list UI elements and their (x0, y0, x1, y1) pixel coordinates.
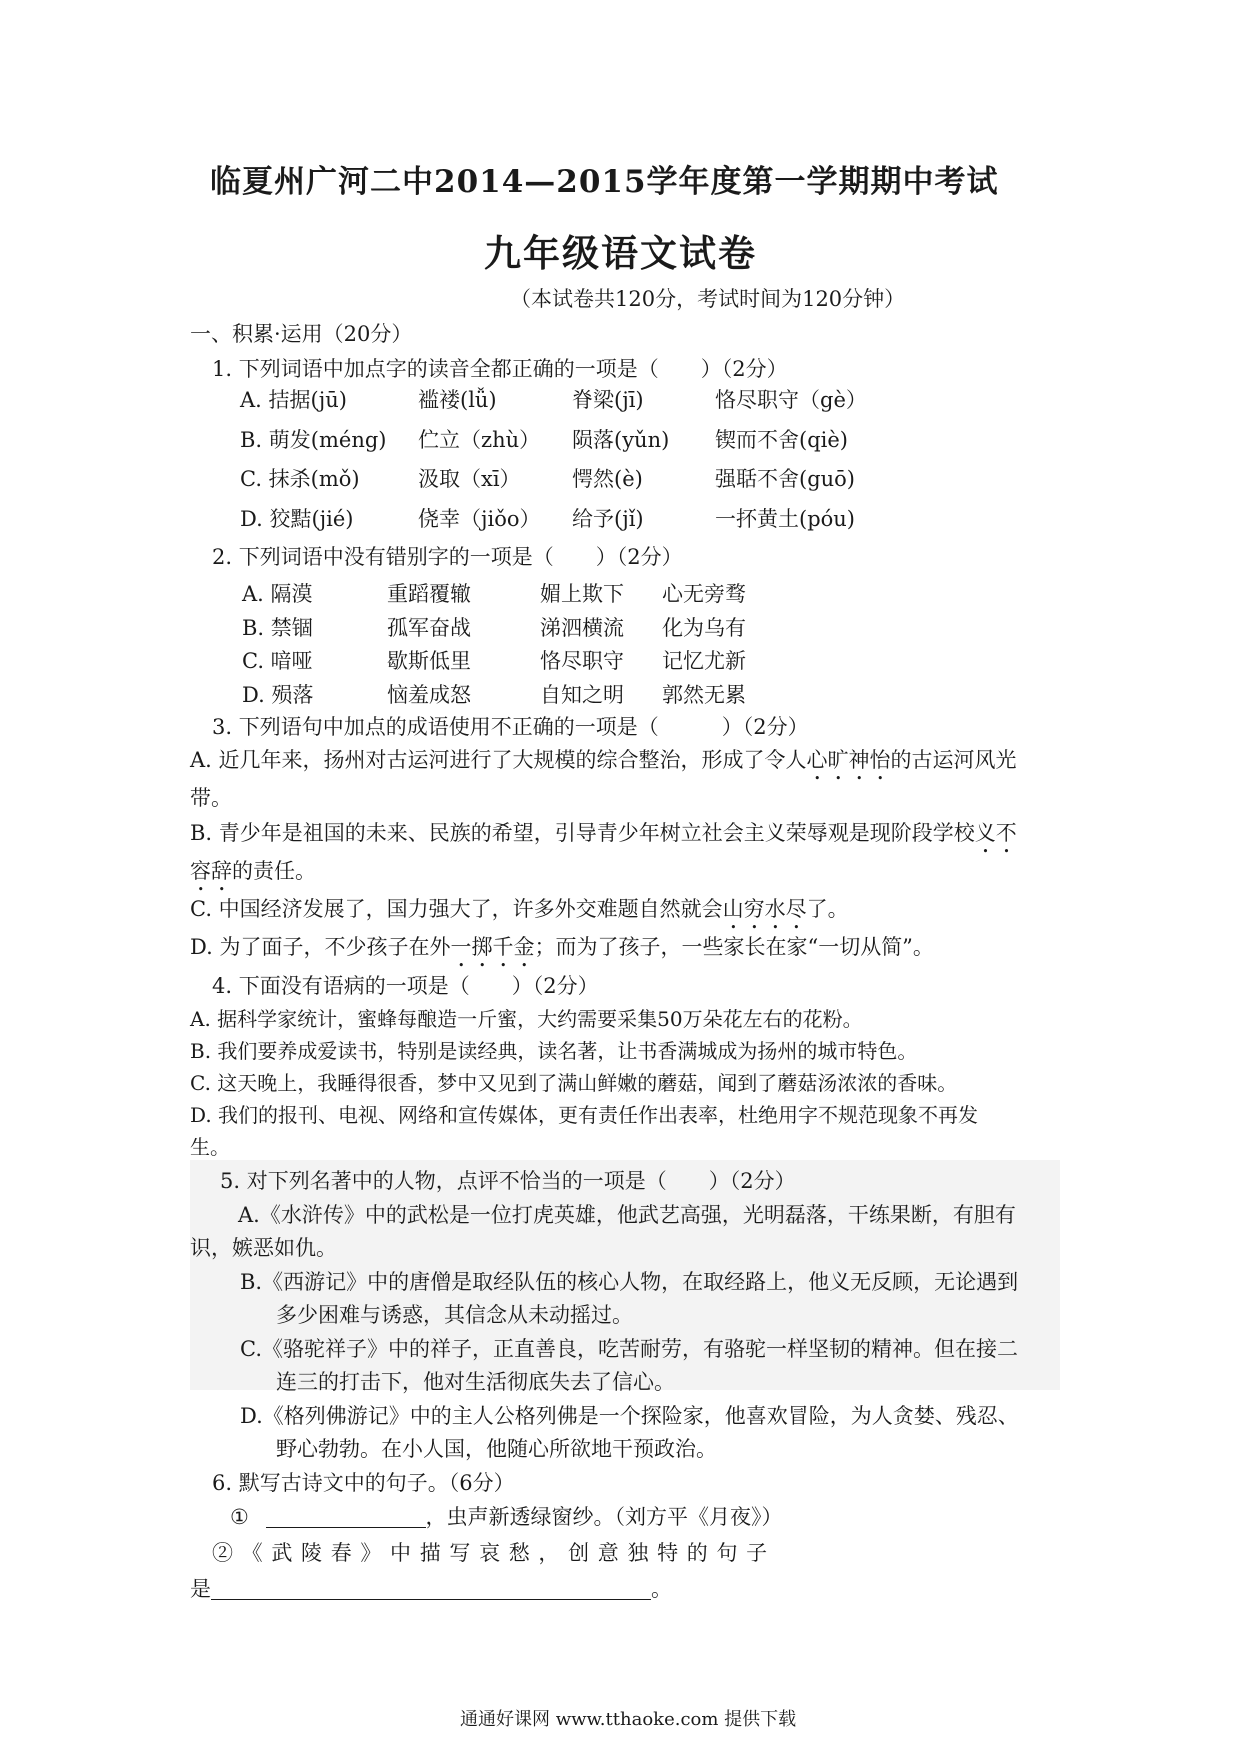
q2-option-b-item-4: 化为乌有 (662, 615, 746, 640)
q1-option-c-item-2: 汲取（xī） (418, 467, 521, 491)
q2-option-b-item-1: B. 禁锢 (242, 615, 313, 640)
q2-option-c-item-1: C. 喑哑 (242, 649, 313, 673)
paper-subtitle: 九年级语文试卷 (484, 231, 757, 275)
q1-option-a-item-2: 褴褛(lǚ) (418, 388, 497, 412)
q6-blank-1[interactable] (266, 1507, 426, 1528)
q3-option-a (190, 746, 1017, 785)
q2-option-d-item-3: 自知之明 (540, 682, 624, 707)
q3-a-part1: A. 近几年来，扬州对古运河进行了大规模的综合整治，形成了令人 (190, 748, 807, 772)
q3-option-a-cont: 带。 (190, 786, 232, 810)
q6-item-2-prefix: 是 (190, 1577, 211, 1601)
q5-option-b: B.《西游记》中的唐僧是取经队伍的核心人物，在取经路上，他义无反顾，无论遇到 (240, 1270, 1019, 1294)
q2-option-b-item-3: 涕泗横流 (540, 615, 624, 640)
q3-d-part1: D. 为了面子，不少孩子在外 (190, 935, 451, 959)
q5-option-d-cont: 野心勃勃。在小人国，他随心所欲地干预政治。 (276, 1437, 717, 1461)
q1-option-a-item-3: 脊梁(jī) (572, 388, 644, 412)
q3-c-part2: 了。 (806, 897, 849, 921)
q2-option-d-item-1: D. 殒落 (242, 682, 314, 707)
q2-option-c-item-4: 记忆尤新 (662, 649, 746, 673)
q2-option-a-item-2: 重蹈覆辙 (387, 582, 471, 606)
q5-option-a: A.《水浒传》中的武松是一位打虎英雄，他武艺高强，光明磊落，干练果断，有胆有 (238, 1203, 1016, 1227)
exam-note: （本试卷共120分，考试时间为120分钟） (510, 287, 906, 311)
q6-stem: 6. 默写古诗文中的句子。（6分） (212, 1471, 515, 1495)
page-footer: 通通好课网 www.tthaoke.com 提供下载 (460, 1709, 797, 1730)
q2-option-c-item-3: 恪尽职守 (540, 649, 624, 673)
q4-option-b: B. 我们要养成爱读书，特别是读经典，读名著，让书香满城成为扬州的城市特色。 (190, 1039, 918, 1063)
q1-option-b-item-1: B. 萌发(méng) (240, 427, 387, 452)
q3-option-b-cont (190, 857, 316, 896)
q4-option-c: C. 这天晚上，我睡得很香，梦中又见到了满山鲜嫩的蘑菇，闻到了蘑菇汤浓浓的香味。 (190, 1071, 958, 1095)
q5-option-c: C.《骆驼祥子》中的祥子，正直善良，吃苦耐劳，有骆驼一样坚韧的精神。但在接二 (240, 1337, 1018, 1361)
q1-option-b-item-2: 伫立（zhù） (418, 427, 541, 452)
q1-option-a-item-4: 恪尽职守（gè） (715, 388, 867, 412)
q6-item-1-rest: ，虫声新透绿窗纱。（刘方平《月夜》） (425, 1505, 783, 1529)
q1-option-c-item-1: C. 抹杀(mǒ) (240, 467, 360, 491)
q1-option-b-item-4: 锲而不舍(qiè) (715, 427, 848, 452)
q2-option-a-item-4: 心无旁骛 (662, 582, 746, 606)
q6-item-2: ② 《 武 陵 春 》 中 描 写 哀 愁 ， 创 意 独 特 的 句 子 (212, 1541, 769, 1565)
q2-stem: 2. 下列词语中没有错别字的一项是（ ）（2分） (212, 545, 683, 569)
q3-option-b (190, 819, 1017, 858)
q2-option-a-item-1: A. 隔漠 (242, 582, 313, 606)
q5-option-b-cont: 多少困难与诱惑，其信念从未动摇过。 (276, 1303, 633, 1327)
q1-option-b-item-3: 陨落(yǔn) (572, 427, 670, 452)
q5-stem: 5. 对下列名著中的人物，点评不恰当的一项是（ ）（2分） (220, 1169, 796, 1193)
q4-stem: 4. 下面没有语病的一项是（ ）（2分） (212, 974, 599, 998)
q4-option-d-cont: 生。 (190, 1135, 230, 1159)
q3-b-part1: B. 青少年是祖国的未来、民族的希望，引导青少年树立社会主义荣辱观是现阶段学校 (190, 821, 975, 845)
q3-option-c (190, 895, 849, 934)
q1-option-c-item-3: 愕然(è) (572, 467, 643, 491)
q3-a-part2: 的古运河风光 (890, 748, 1017, 772)
q1-option-c-item-4: 强聒不舍(guō) (715, 467, 855, 491)
q2-option-c-item-2: 歇斯低里 (387, 649, 471, 673)
q2-option-a-item-3: 媚上欺下 (540, 582, 624, 606)
q3-b-idiom: 义不 (974, 821, 1017, 845)
q3-c-idiom: 山穷水尽 (722, 897, 807, 921)
q6-item-2-suffix: 。 (651, 1577, 672, 1601)
q3-option-d (190, 933, 934, 972)
q2-option-b-item-2: 孤军奋战 (387, 615, 471, 640)
q6-item-1-num: ① (230, 1505, 249, 1529)
q5-option-c-cont: 连三的打击下，他对生活彻底失去了信心。 (276, 1370, 675, 1394)
q5-option-d: D.《格列佛游记》中的主人公格列佛是一个探险家，他喜欢冒险，为人贪婪、残忍、 (240, 1404, 1019, 1428)
q4-option-a: A. 据科学家统计，蜜蜂每酿造一斤蜜，大约需要采集50万朵花左右的花粉。 (190, 1007, 863, 1031)
q2-option-d-item-2: 恼羞成怒 (387, 682, 471, 707)
q1-option-d-item-1: D. 狡黠(jié) (240, 506, 354, 531)
q1-option-d-item-2: 侥幸（jiǒo） (418, 506, 541, 531)
q3-a-idiom: 心旷神怡 (806, 748, 891, 772)
q2-option-d-item-4: 郭然无累 (662, 682, 746, 707)
q1-option-d-item-4: 一抔黄土(póu) (715, 506, 855, 531)
q1-option-a-item-1: A. 拮据(jū) (240, 388, 347, 412)
q1-option-d-item-3: 给予(jǐ) (572, 506, 644, 531)
q3-b-idiom-cont: 容辞 (190, 859, 232, 883)
q6-item-1 (230, 1503, 783, 1531)
q3-c-part1: C. 中国经济发展了，国力强大了，许多外交难题自然就会 (190, 897, 723, 921)
q3-d-part2: ；而为了孩子，一些家长在家“一切从简”。 (534, 935, 934, 959)
exam-title: 临夏州广河二中2014—2015学年度第一学期期中考试 (210, 164, 999, 200)
q3-d-idiom: 一掷千金 (450, 935, 535, 959)
q6-item-2-answer-line (190, 1575, 672, 1603)
q1-stem: 1. 下列词语中加点字的读音全都正确的一项是（ ）（2分） (212, 357, 788, 381)
section-1-title: 一、积累·运用（20分） (190, 322, 413, 346)
q5-option-a-cont: 识，嫉恶如仇。 (190, 1236, 337, 1260)
q4-option-d: D. 我们的报刊、电视、网络和宣传媒体，更有责任作出表率，杜绝用字不规范现象不再发 (190, 1103, 979, 1127)
q3-b-part2: 的责任。 (232, 859, 316, 883)
q6-blank-2[interactable] (211, 1579, 651, 1600)
q3-stem: 3. 下列语句中加点的成语使用不正确的一项是（ ）（2分） (212, 715, 809, 739)
